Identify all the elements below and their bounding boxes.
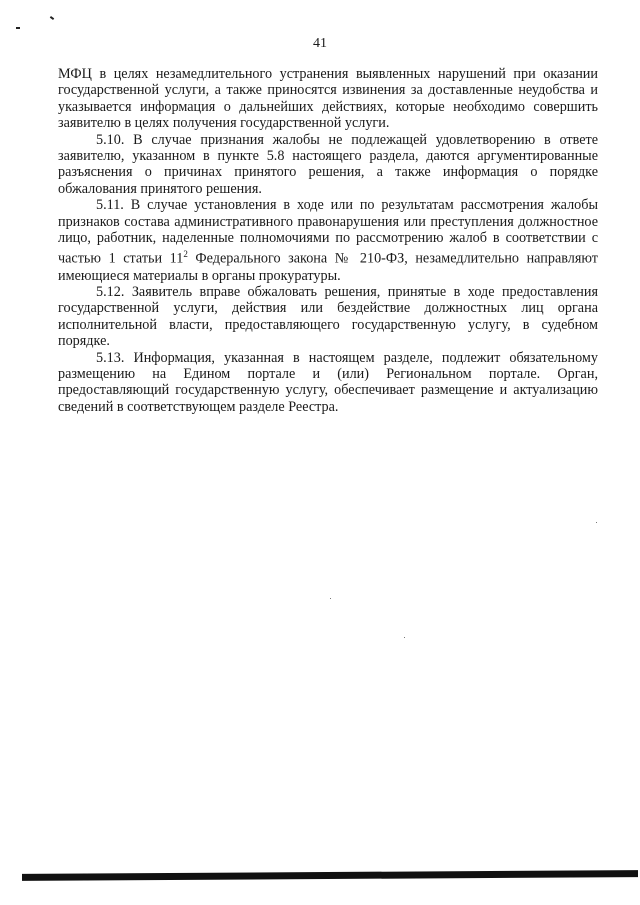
scan-dot <box>596 522 597 523</box>
page-number: 41 <box>313 36 327 51</box>
scan-mark-right <box>50 16 54 20</box>
paragraph-5-11-text: 5.11. В случае установления в ходе или по результатам рассмотрения жалобы признаков состава административного правонарушения или преступления должностное лицо, работник, наделенные полномочиями по рассмотрению жалоб в соответствии с частью 1 статьи 11 <box>58 197 598 268</box>
article-superscript: 2 <box>183 249 188 260</box>
paragraph-5-10: 5.10. В случае признания жалобы не подлежащей удовлетворению в ответе заявителю, указанном в пункте 5.8 настоящего раздела, даются аргументированные разъяснения о причинах принятого решения, а также информация о порядке обжалования принятого решения. <box>58 131 598 197</box>
document-body <box>58 66 598 415</box>
scan-border-bar <box>22 870 638 881</box>
paragraph-5-11-text-end: Федерального закона № 210-ФЗ, незамедлительно направляют имеющиеся материалы в органы прокуратуры. <box>58 251 598 284</box>
scan-dot <box>330 598 331 599</box>
paragraph-5-11 <box>58 197 598 284</box>
scan-dot <box>404 637 405 638</box>
scan-mark-left <box>16 27 20 29</box>
paragraph-5-9-continuation: МФЦ в целях незамедлительного устранения выявленных нарушений при оказании государственной услуги, а также приносятся извинения за доставленные неудобства и указывается информация о дальнейших действиях, которые необходимо совершить заявителю в целях получения государственной услуги. <box>58 66 598 132</box>
paragraph-5-12: 5.12. Заявитель вправе обжаловать решения, принятые в ходе предоставления государственной услуги, действия или бездействие должностных лиц органа исполнительной власти, предоставляющего государственную услугу, в судебном порядке. <box>58 284 598 350</box>
paragraph-5-13: 5.13. Информация, указанная в настоящем разделе, подлежит обязательному размещению на Едином портале и (или) Региональном портале. Орган, предоставляющий государственную услугу, обеспечивает размещение и актуализацию сведений в соответствующем разделе Реестра. <box>58 349 598 415</box>
